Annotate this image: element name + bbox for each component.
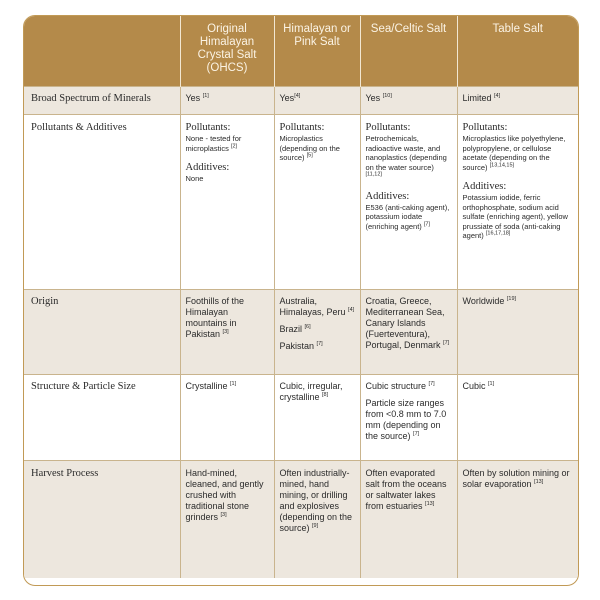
cell-himalayan: Australia, Himalayas, Peru [4] Brazil [6] Pakistan [7] bbox=[274, 290, 360, 375]
pollutants-title: Pollutants: bbox=[279, 122, 325, 133]
cell-sea-celtic: Croatia, Greece, Mediterranean Sea, Canary Islands (Fuerteventura), Portugal, Denmark [7] bbox=[360, 290, 457, 375]
cell-himalayan: Pollutants: Microplastics (depending on the source) [5] bbox=[274, 115, 360, 290]
row-label: Origin bbox=[24, 290, 180, 375]
cell-ohcs: Yes [1] bbox=[180, 87, 274, 115]
row-origin bbox=[24, 290, 578, 375]
pollutants-title: Pollutants: bbox=[365, 122, 411, 133]
row-pollutants bbox=[24, 115, 578, 290]
row-label: Broad Spectrum of Minerals bbox=[24, 87, 180, 115]
cell-ohcs: Foothills of the Himalayan mountains in Pakistan [3] bbox=[180, 290, 274, 375]
header-ohcs: Original Himalayan Crystal Salt (OHCS) bbox=[180, 16, 274, 87]
cell-ohcs: Crystalline [1] bbox=[180, 375, 274, 461]
header-row bbox=[24, 16, 578, 87]
row-minerals bbox=[24, 87, 578, 115]
cell-ohcs: Hand-mined, cleaned, and gently crushed with traditional stone grinders [3] bbox=[180, 461, 274, 579]
row-label: Pollutants & Additives bbox=[24, 115, 180, 290]
additives-title: Additives: bbox=[462, 181, 507, 192]
cell-himalayan: Cubic, irregular, crystalline [8] bbox=[274, 375, 360, 461]
row-label: Structure & Particle Size bbox=[24, 375, 180, 461]
header-sea-celtic: Sea/Celtic Salt bbox=[360, 16, 457, 87]
cell-table-salt: Often by solution mining or solar evaporation [13] bbox=[457, 461, 578, 579]
additives-title: Additives: bbox=[365, 190, 410, 202]
additives-title: Additives: bbox=[185, 162, 230, 173]
cell-sea-celtic: Cubic structure [7] Particle size ranges from <0.8 mm to 7.0 mm (depending on the source) [7] bbox=[360, 375, 457, 461]
row-label: Harvest Process bbox=[24, 461, 180, 579]
cell-sea-celtic: Often evaporated salt from the oceans or saltwater lakes from estuaries [13] bbox=[360, 461, 457, 579]
row-harvest bbox=[24, 461, 578, 579]
cell-table-salt: Limited [4] bbox=[457, 87, 578, 115]
cell-table-salt: Cubic [1] bbox=[457, 375, 578, 461]
comparison-table-frame bbox=[23, 15, 579, 586]
cell-himalayan: Yes[4] bbox=[274, 87, 360, 115]
cell-sea-celtic: Yes [10] bbox=[360, 87, 457, 115]
cell-table-salt: Worldwide [19] bbox=[457, 290, 578, 375]
cell-ohcs: Pollutants: None - tested for microplastics [2] Additives: None bbox=[180, 115, 274, 290]
pollutants-title: Pollutants: bbox=[185, 122, 231, 133]
header-table-salt: Table Salt bbox=[457, 16, 578, 87]
cell-table-salt: Pollutants: Microplastics like polyethylene, polypropylene, or cellulose acetate (depending on the source) [13,14,15] Additives: Potassium iodide, ferric orthophosphate, sodium acid sulfate (enriching agent), yellow prussiate of soda (anti-caking agent) [16,17,18] bbox=[457, 115, 578, 290]
salt-comparison-table bbox=[24, 16, 578, 578]
row-structure bbox=[24, 375, 578, 461]
header-himalayan: Himalayan or Pink Salt bbox=[274, 16, 360, 87]
header-empty bbox=[24, 16, 180, 87]
cell-himalayan: Often industrially-mined, hand mining, or drilling and explosives (depending on the source) [9] bbox=[274, 461, 360, 579]
cell-sea-celtic: Pollutants: Petrochemicals, radioactive waste, and nanoplastics (depending on the water source) [11,12] Additives: E536 (anti-caking agent), potassium iodate (enriching agent) [7] bbox=[360, 115, 457, 290]
pollutants-title: Pollutants: bbox=[462, 122, 508, 133]
